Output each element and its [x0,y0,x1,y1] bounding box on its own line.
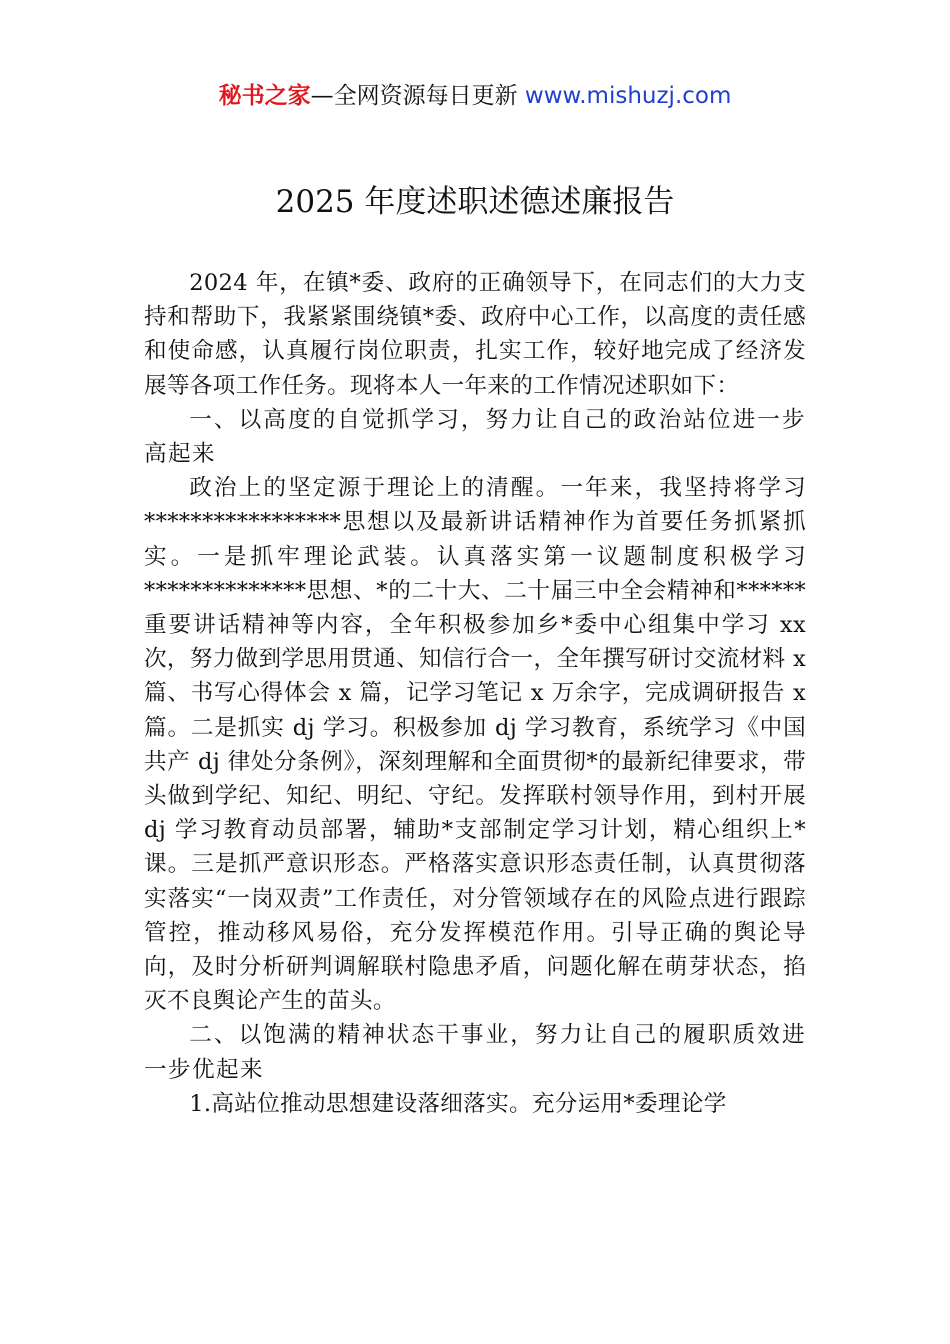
document-title: 2025 年度述职述德述廉报告 [275,184,675,220]
site-header [0,80,950,112]
document-body [144,266,806,1121]
paragraph-intro: 2024 年，在镇*委、政府的正确领导下，在同志们的大力支持和帮助下，我紧紧围绕镇*委、政府中心工作，以高度的责任感和使命感，认真履行岗位职责，扎实工作，较好地完成了经济发展等各项工作任务。现将本人一年来的工作情况述职如下： [144,270,806,399]
site-brand: 秘书之家 [218,83,311,109]
paragraph-item-1: 1.高站位推动思想建设落细落实。充分运用*委理论学 [189,1090,727,1117]
section-heading-1: 一、以高度的自觉抓学习，努力让自己的政治站位进一步高起来 [144,406,806,468]
paragraph-study: 政治上的坚定源于理论上的清醒。一年来，我坚持将学习*****************思想以及最新讲话精神作为首要任务抓紧抓实。一是抓牢理论武装。认真落实第一议题制度积极学习**************思想、*的二十大、二十届三中全会精神和******重要讲话精神等内容，全年积极参加乡*委中心组集中学习 xx 次，努力做到学思用贯通、知信行合一，全年撰写研讨交流材料 x 篇、书写心得体会 x 篇，记学习笔记 x 万余字，完成调研报告 x 篇。二是抓实 dj 学习。积极参加 dj 学习教育，系统学习《中国共产 dj 律处分条例》，深刻理解和全面贯彻*的最新纪律要求，带头做到学纪、知纪、明纪、守纪。发挥联村领导作用，到村开展 dj 学习教育动员部署，辅助*支部制定学习计划，精心组织上*课。三是抓严意识形态。严格落实意识形态责任制，认真贯彻落实落实“一岗双责”工作责任，对分管领域存在的风险点进行跟踪管控，推动移风易俗，充分发挥模范作用。引导正确的舆论导向，及时分析研判调解联村隐患矛盾，问题化解在萌芽状态，掐灭不良舆论产生的苗头。 [144,475,806,1015]
section-heading-2: 二、以饱满的精神状态干事业，努力让自己的履职质效进一步优起来 [144,1022,806,1083]
site-tagline: —全网资源每日更新 [310,83,525,109]
site-url[interactable]: www.mishuzj.com [524,83,732,109]
